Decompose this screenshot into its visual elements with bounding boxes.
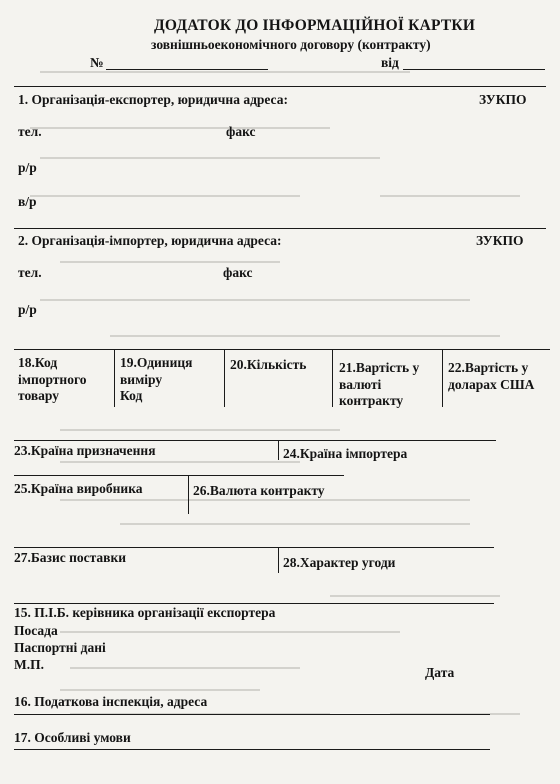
section-divider — [14, 86, 546, 87]
col19-line2: виміру — [120, 371, 163, 387]
signature-date-label: Дата — [425, 665, 455, 680]
exporter-settlement-account-label: р/р — [18, 160, 37, 175]
section-divider — [14, 228, 546, 229]
section-divider — [14, 603, 494, 604]
importer-settlement-account-label: р/р — [18, 302, 37, 317]
importer-heading: 2. Організація-імпортер, юридична адреса: — [18, 233, 282, 248]
col21-line1: 21.Вартість у — [339, 360, 420, 375]
passport-label: Паспортні дані — [14, 640, 106, 655]
tax-inspection-heading: 16. Податкова інспекція, адреса — [14, 694, 208, 709]
special-conditions-heading: 17. Особливі умови — [14, 730, 131, 745]
field-divider — [14, 475, 344, 476]
col19-line3: Код — [120, 388, 143, 403]
destination-country-label: 23.Країна призначення — [14, 443, 156, 458]
field-divider — [14, 440, 496, 441]
contract-number-label: № — [90, 55, 104, 70]
contract-number-line — [106, 69, 268, 70]
document-subtitle: зовнішньоекономічного договору (контракту) — [151, 37, 431, 52]
manager-name-heading: 15. П.І.Б. керівника організації експортера — [14, 605, 276, 620]
goods-table-separator — [114, 349, 115, 407]
importer-fax-label: факс — [223, 265, 253, 280]
col19-line1: 19.Одиниця — [120, 355, 193, 370]
col21-line2: валюті — [339, 376, 382, 392]
seal-label: М.П. — [14, 657, 44, 672]
importer-country-label: 24.Країна імпортера — [283, 446, 408, 461]
goods-table-top-border — [14, 349, 550, 350]
col18-line2: імпортного — [18, 371, 87, 387]
exporter-correspondent-account-label: в/р — [18, 194, 37, 209]
exporter-code-label: ЗУКПО — [479, 92, 527, 107]
col21-header — [339, 360, 419, 410]
contract-date-label: від — [381, 55, 399, 70]
goods-table-separator — [442, 349, 443, 407]
exporter-phone-label: тел. — [18, 124, 42, 139]
field-separator — [188, 476, 189, 514]
col20-line1: 20.Кількість — [230, 357, 307, 372]
section-divider — [14, 714, 490, 715]
contract-date-line — [403, 69, 545, 70]
section-divider — [14, 749, 490, 750]
origin-country-label: 25.Країна виробника — [14, 481, 143, 496]
col19-header — [120, 355, 192, 405]
deal-type-label: 28.Характер угоди — [283, 555, 396, 570]
field-divider — [14, 547, 494, 548]
field-separator — [278, 547, 279, 573]
exporter-heading: 1. Організація-експортер, юридична адреса: — [18, 92, 288, 107]
position-label: Посада — [14, 623, 58, 638]
col21-line3: контракту — [339, 393, 404, 408]
col18-header — [18, 355, 87, 405]
col20-header — [230, 357, 306, 374]
contract-currency-label: 26.Валюта контракту — [193, 483, 325, 498]
importer-phone-label: тел. — [18, 265, 42, 280]
col18-line1: 18.Код — [18, 355, 58, 370]
field-separator — [278, 440, 279, 460]
goods-table-separator — [224, 349, 225, 407]
col22-line1: 22.Вартість у — [448, 360, 529, 375]
col22-line2: доларах США — [448, 376, 535, 392]
goods-table-separator — [332, 349, 333, 407]
col22-header — [448, 360, 534, 393]
importer-code-label: ЗУКПО — [476, 233, 524, 248]
document-title: ДОДАТОК ДО ІНФОРМАЦІЙНОЇ КАРТКИ — [154, 17, 476, 34]
col18-line3: товару — [18, 388, 59, 403]
delivery-basis-label: 27.Базис поставки — [14, 550, 127, 565]
exporter-fax-label: факс — [226, 124, 256, 139]
